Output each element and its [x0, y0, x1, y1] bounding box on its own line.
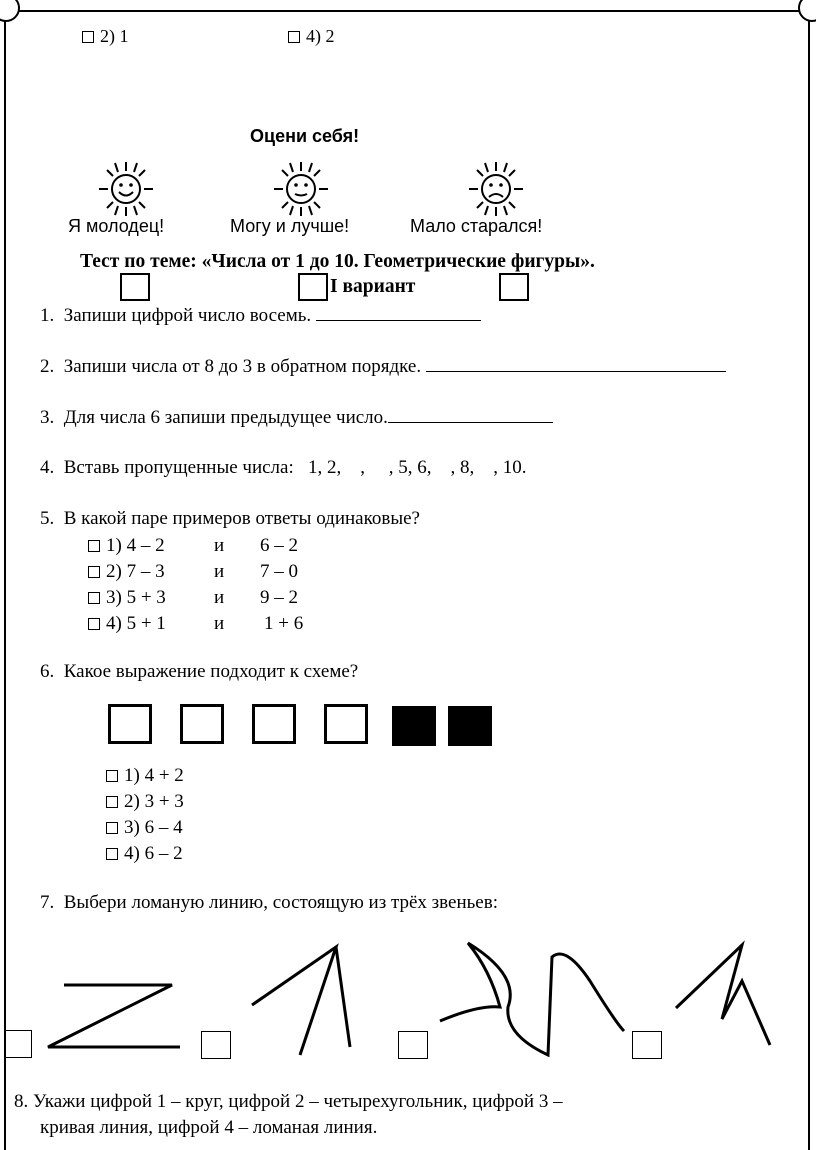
scheme-square-empty	[252, 704, 296, 744]
scheme-square-empty	[180, 704, 224, 744]
test-variant: I вариант	[330, 276, 416, 297]
question-7: 7. Выбери ломаную линию, состоящую из трёх звеньев:	[40, 892, 498, 913]
q6-option-3[interactable]: 3) 6 – 4	[106, 815, 184, 841]
question-3: 3. Для числа 6 запиши предыдущее число.	[40, 407, 553, 429]
question-1: 1. Запиши цифрой число восемь.	[40, 305, 481, 327]
checkbox[interactable]	[88, 540, 100, 552]
question-8: 8. Укажи цифрой 1 – круг, цифрой 2 – четырехугольник, цифрой 3 –	[14, 1091, 563, 1112]
broken-line-fan	[252, 947, 336, 1055]
q6-option-2[interactable]: 2) 3 + 3	[106, 789, 184, 815]
checkbox[interactable]	[82, 31, 94, 43]
rating-box-great[interactable]	[120, 273, 150, 301]
q5-option-3[interactable]: 3) 5 + 3 и 9 – 2	[88, 585, 303, 611]
scheme-square-filled	[448, 706, 492, 746]
sun-neutral-icon	[270, 160, 332, 220]
number-sequence: 1, 2, , , 5, 6, , 8, , 10.	[308, 457, 527, 478]
question-8-continued: кривая линия, цифрой 4 – ломаная линия.	[40, 1117, 378, 1138]
test-title: Тест по теме: «Числа от 1 до 10. Геометрические фигуры».	[80, 251, 595, 272]
prev-option-right: 4) 2	[288, 26, 335, 47]
answer-box-figure-4[interactable]	[632, 1031, 662, 1059]
checkbox[interactable]	[88, 592, 100, 604]
checkbox[interactable]	[88, 618, 100, 630]
question-2: 2. Запиши числа от 8 до 3 в обратном порядке.	[40, 356, 726, 378]
answer-line-2[interactable]	[426, 370, 726, 372]
prev-option-left: 2) 1	[82, 26, 129, 47]
label-little-effort: Мало старался!	[410, 216, 543, 236]
broken-line-zigzag	[676, 945, 770, 1045]
question-4: 4. Вставь пропущенные числа: 1, 2, , , 5, 6, , 8, , 10.	[40, 457, 527, 478]
answer-box-figure-3[interactable]	[398, 1031, 428, 1059]
q5-option-2[interactable]: 2) 7 – 3 и 7 – 0	[88, 559, 303, 585]
question-6: 6. Какое выражение подходит к схеме?	[40, 661, 359, 682]
answer-box-figure-1[interactable]	[4, 1030, 32, 1058]
question-5: 5. В какой паре примеров ответы одинаковые?	[40, 508, 420, 529]
sun-sad-icon	[465, 160, 527, 220]
checkbox[interactable]	[106, 796, 118, 808]
checkbox[interactable]	[106, 848, 118, 860]
rating-box-can-better[interactable]	[298, 273, 328, 301]
curved-line	[440, 943, 624, 1055]
answer-box-figure-2[interactable]	[201, 1031, 231, 1059]
answer-line-1[interactable]	[316, 319, 481, 321]
q5-option-4[interactable]: 4) 5 + 1 и 1 + 6	[88, 611, 303, 637]
broken-line-z	[48, 985, 180, 1047]
checkbox[interactable]	[106, 822, 118, 834]
checkbox[interactable]	[88, 566, 100, 578]
checkbox[interactable]	[106, 770, 118, 782]
checkbox[interactable]	[288, 31, 300, 43]
scheme-square-empty	[108, 704, 152, 744]
answer-line-3[interactable]	[388, 421, 553, 423]
q5-option-1[interactable]: 1) 4 – 2 и 6 – 2	[88, 533, 303, 559]
label-can-better: Могу и лучше!	[230, 216, 350, 236]
q6-option-1[interactable]: 1) 4 + 2	[106, 763, 184, 789]
q6-options	[106, 763, 184, 867]
scheme-square-empty	[324, 704, 368, 744]
scheme-square-filled	[392, 706, 436, 746]
sun-happy-icon	[95, 160, 157, 220]
q5-options	[88, 533, 303, 637]
q6-option-4[interactable]: 4) 6 – 2	[106, 841, 184, 867]
rating-box-little-effort[interactable]	[499, 273, 529, 301]
self-assessment-title: Оцени себя!	[250, 126, 360, 146]
label-great: Я молодец!	[68, 216, 165, 236]
